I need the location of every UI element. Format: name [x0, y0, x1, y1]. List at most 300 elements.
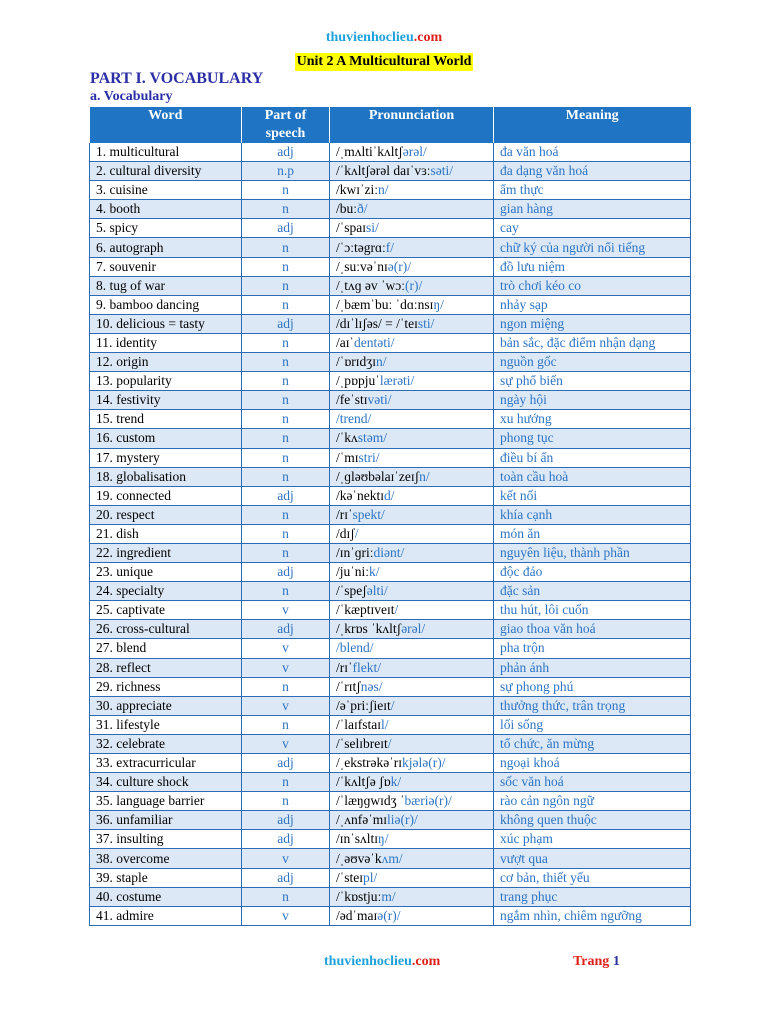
- word-cell: 27. blend: [90, 639, 242, 658]
- word-cell: 26. cross-cultural: [90, 620, 242, 639]
- table-row: [90, 181, 691, 200]
- word-cell: 29. richness: [90, 677, 242, 696]
- word-cell: 5. spicy: [90, 219, 242, 238]
- pronunciation-cell: [330, 868, 494, 887]
- pronunciation-tail: ərəl/: [402, 144, 427, 160]
- pronunciation-cell: [330, 257, 494, 276]
- column-header-word: Word: [90, 107, 242, 143]
- part-of-speech-cell: adj: [242, 811, 330, 830]
- part-of-speech-cell: n: [242, 505, 330, 524]
- pronunciation-main: /ˈlaɪfstaɪ: [336, 716, 381, 732]
- part-of-speech-cell: n.p: [242, 162, 330, 181]
- word-cell: 33. extracurricular: [90, 754, 242, 773]
- pronunciation-cell: [330, 143, 494, 162]
- pronunciation-main: /ˌɡləʊbəlaɪˈzeɪʃ: [336, 468, 420, 484]
- part-of-speech-cell: n: [242, 391, 330, 410]
- pronunciation-cell: [330, 238, 494, 257]
- meaning-cell: khía cạnh: [494, 505, 691, 524]
- pronunciation-tail: /: [354, 525, 359, 541]
- pronunciation-tail: spekt/: [352, 506, 385, 522]
- part-of-speech-cell: v: [242, 639, 330, 658]
- pronunciation-main: /rɪˈ: [336, 506, 353, 522]
- meaning-cell: bản sắc, đặc điểm nhận dạng: [494, 333, 691, 352]
- part-of-speech-cell: n: [242, 353, 330, 372]
- meaning-cell: trang phục: [494, 887, 691, 906]
- pronunciation-cell: [330, 314, 494, 333]
- table-row: [90, 524, 691, 543]
- pronunciation-tail: k/: [369, 564, 380, 580]
- word-cell: 1. multicultural: [90, 143, 242, 162]
- part-of-speech-cell: v: [242, 906, 330, 925]
- pronunciation-cell: [330, 391, 494, 410]
- part-of-speech-cell: n: [242, 200, 330, 219]
- pronunciation-cell: [330, 505, 494, 524]
- meaning-cell: nguyên liệu, thành phần: [494, 543, 691, 562]
- page-number-label: [573, 954, 620, 970]
- pronunciation-main: /ˈkʌltʃə ʃɒ: [336, 774, 391, 790]
- pronunciation-cell: [330, 849, 494, 868]
- table-row: [90, 238, 691, 257]
- meaning-cell: nhảy sạp: [494, 295, 691, 314]
- word-cell: 19. connected: [90, 486, 242, 505]
- table-row: [90, 734, 691, 753]
- word-cell: 21. dish: [90, 524, 242, 543]
- meaning-cell: sự phổ biến: [494, 372, 691, 391]
- pronunciation-cell: [330, 773, 494, 792]
- pronunciation-main: /ˈkʌ: [336, 430, 358, 446]
- pronunciation-cell: [330, 333, 494, 352]
- pronunciation-main: /ˌpɒpjuˈ: [336, 373, 380, 389]
- pronunciation-tail: sti/: [417, 315, 435, 331]
- part-of-speech-cell: adj: [242, 620, 330, 639]
- pronunciation-tail: liə(r)/: [386, 812, 418, 828]
- site-name-main: thuvienhoclieu: [325, 30, 414, 45]
- table-row: [90, 467, 691, 486]
- word-cell: 7. souvenir: [90, 257, 242, 276]
- pronunciation-main: /ˈmɪ: [336, 449, 359, 465]
- pronunciation-tail: n/: [376, 354, 387, 370]
- sub-heading: a. Vocabulary: [90, 89, 173, 104]
- part-of-speech-cell: n: [242, 181, 330, 200]
- table-row: [90, 830, 691, 849]
- pronunciation-main: /əˈpriːʃieɪt: [336, 697, 391, 713]
- table-row: [90, 314, 691, 333]
- meaning-cell: chữ ký của người nổi tiếng: [494, 238, 691, 257]
- word-cell: 31. lifestyle: [90, 715, 242, 734]
- meaning-cell: tổ chức, ăn mừng: [494, 734, 691, 753]
- meaning-cell: ngày hội: [494, 391, 691, 410]
- pronunciation-tail: ʌm/: [381, 850, 403, 866]
- pronunciation-tail: si/: [366, 220, 379, 236]
- pronunciation-main: /feˈstɪ: [336, 392, 368, 408]
- meaning-cell: ngắm nhìn, chiêm ngưỡng: [494, 906, 691, 925]
- word-cell: 2. cultural diversity: [90, 162, 242, 181]
- column-header-pronunciation: Pronunciation: [330, 107, 494, 143]
- meaning-cell: phản ánh: [494, 658, 691, 677]
- word-cell: 24. specialty: [90, 582, 242, 601]
- meaning-cell: toàn cầu hoà: [494, 467, 691, 486]
- meaning-cell: đa văn hoá: [494, 143, 691, 162]
- meaning-cell: xu hướng: [494, 410, 691, 429]
- table-row: [90, 582, 691, 601]
- pronunciation-tail: n/: [378, 182, 389, 198]
- page-word: Trang: [573, 954, 610, 969]
- part-of-speech-cell: n: [242, 276, 330, 295]
- vocabulary-table: [89, 107, 691, 926]
- pronunciation-tail: ŋ/: [378, 831, 389, 847]
- pronunciation-tail: /trend/: [336, 411, 372, 427]
- part-of-speech-cell: n: [242, 429, 330, 448]
- pronunciation-cell: [330, 563, 494, 582]
- pronunciation-tail: stəm/: [357, 430, 387, 446]
- table-row: [90, 391, 691, 410]
- pronunciation-main: /ˈrɪtʃ: [336, 678, 361, 694]
- pronunciation-tail: nəs/: [360, 678, 383, 694]
- pronunciation-cell: [330, 601, 494, 620]
- pronunciation-tail: n/: [419, 468, 430, 484]
- meaning-cell: điều bí ẩn: [494, 448, 691, 467]
- pronunciation-main: /buː: [336, 201, 358, 217]
- word-cell: 12. origin: [90, 353, 242, 372]
- word-cell: 9. bamboo dancing: [90, 295, 242, 314]
- pronunciation-cell: [330, 429, 494, 448]
- meaning-cell: sự phong phú: [494, 677, 691, 696]
- word-cell: 22. ingredient: [90, 543, 242, 562]
- pronunciation-tail: stri/: [358, 449, 380, 465]
- pronunciation-cell: [330, 734, 494, 753]
- part-of-speech-cell: adj: [242, 219, 330, 238]
- meaning-cell: độc đáo: [494, 563, 691, 582]
- pronunciation-tail: (r)/: [404, 277, 423, 293]
- word-cell: 36. unfamiliar: [90, 811, 242, 830]
- meaning-cell: rào cản ngôn ngữ: [494, 792, 691, 811]
- table-row: [90, 677, 691, 696]
- meaning-cell: gian hàng: [494, 200, 691, 219]
- part-of-speech-cell: adj: [242, 830, 330, 849]
- pronunciation-cell: [330, 295, 494, 314]
- part-of-speech-cell: adj: [242, 563, 330, 582]
- pronunciation-main: /ədˈmaɪ: [336, 907, 378, 923]
- meaning-cell: xúc phạm: [494, 830, 691, 849]
- part-of-speech-cell: adj: [242, 143, 330, 162]
- word-cell: 10. delicious = tasty: [90, 314, 242, 333]
- word-cell: 8. tug of war: [90, 276, 242, 295]
- page-number: 1: [612, 954, 620, 969]
- pronunciation-main: /ˈsteɪ: [336, 869, 363, 885]
- word-cell: 37. insulting: [90, 830, 242, 849]
- pronunciation-tail: bæriə(r)/: [404, 793, 452, 809]
- column-header-part-of-speech: Part of speech: [242, 107, 330, 143]
- table-row: [90, 601, 691, 620]
- vocabulary-table-body: [90, 143, 691, 925]
- table-row: [90, 353, 691, 372]
- word-cell: 17. mystery: [90, 448, 242, 467]
- part-of-speech-cell: n: [242, 448, 330, 467]
- word-cell: 3. cuisine: [90, 181, 242, 200]
- table-row: [90, 505, 691, 524]
- table-row: [90, 372, 691, 391]
- pronunciation-tail: vəti/: [367, 392, 392, 408]
- document-title: Unit 2 A Multicultural World: [296, 54, 472, 69]
- meaning-cell: nguồn gốc: [494, 353, 691, 372]
- pronunciation-cell: [330, 887, 494, 906]
- pronunciation-main: /ˈɔːtəgrɑː: [336, 239, 386, 255]
- pronunciation-main: /juˈniː: [336, 564, 369, 580]
- table-row: [90, 410, 691, 429]
- table-row: [90, 543, 691, 562]
- meaning-cell: sốc văn hoá: [494, 773, 691, 792]
- pronunciation-cell: [330, 467, 494, 486]
- pronunciation-tail: diənt/: [373, 545, 405, 561]
- pronunciation-main: /dɪˈlɪʃəs/ = /ˈteɪ: [336, 315, 418, 331]
- pronunciation-cell: [330, 162, 494, 181]
- word-cell: 40. costume: [90, 887, 242, 906]
- part-of-speech-cell: v: [242, 696, 330, 715]
- table-row: [90, 143, 691, 162]
- pronunciation-cell: [330, 582, 494, 601]
- word-cell: 20. respect: [90, 505, 242, 524]
- table-row: [90, 162, 691, 181]
- table-row: [90, 849, 691, 868]
- pronunciation-cell: [330, 677, 494, 696]
- part-heading: PART I. VOCABULARY: [90, 70, 264, 87]
- meaning-cell: đặc sản: [494, 582, 691, 601]
- word-cell: 30. appreciate: [90, 696, 242, 715]
- part-of-speech-cell: n: [242, 372, 330, 391]
- part-of-speech-cell: n: [242, 524, 330, 543]
- table-row: [90, 696, 691, 715]
- pronunciation-main: /ˌsuːvəˈnɪ: [336, 258, 388, 274]
- pronunciation-tail: lærəti/: [379, 373, 415, 389]
- table-header-row: [90, 107, 691, 143]
- pronunciation-tail: səti/: [430, 163, 454, 179]
- table-row: [90, 906, 691, 925]
- pronunciation-cell: [330, 811, 494, 830]
- word-cell: 6. autograph: [90, 238, 242, 257]
- table-row: [90, 658, 691, 677]
- table-row: [90, 868, 691, 887]
- part-of-speech-cell: n: [242, 715, 330, 734]
- word-cell: 41. admire: [90, 906, 242, 925]
- pronunciation-tail: kjələ(r)/: [401, 755, 446, 771]
- pronunciation-cell: [330, 524, 494, 543]
- pronunciation-cell: [330, 906, 494, 925]
- word-cell: 28. reflect: [90, 658, 242, 677]
- part-of-speech-cell: adj: [242, 486, 330, 505]
- pronunciation-main: /rɪˈ: [336, 659, 353, 675]
- word-cell: 35. language barrier: [90, 792, 242, 811]
- pronunciation-main: /ɪnˈsʌltɪ: [336, 831, 379, 847]
- pronunciation-cell: [330, 200, 494, 219]
- table-row: [90, 563, 691, 582]
- pronunciation-main: /ˈkɒstjuː: [336, 888, 382, 904]
- pronunciation-main: /ˈkʌltʃərəl daɪˈvɜː: [336, 163, 431, 179]
- pronunciation-cell: [330, 181, 494, 200]
- pronunciation-main: /ˌekstrəkəˈrɪ: [336, 755, 402, 771]
- table-row: [90, 792, 691, 811]
- table-row: [90, 276, 691, 295]
- pronunciation-main: /ˈspaɪ: [336, 220, 366, 236]
- table-row: [90, 257, 691, 276]
- table-row: [90, 715, 691, 734]
- meaning-cell: kết nối: [494, 486, 691, 505]
- pronunciation-cell: [330, 830, 494, 849]
- meaning-cell: cay: [494, 219, 691, 238]
- pronunciation-tail: f/: [385, 239, 395, 255]
- meaning-cell: món ăn: [494, 524, 691, 543]
- meaning-cell: ngoại khoá: [494, 754, 691, 773]
- meaning-cell: đa dạng văn hoá: [494, 162, 691, 181]
- pronunciation-cell: [330, 486, 494, 505]
- part-of-speech-cell: adj: [242, 754, 330, 773]
- word-cell: 15. trend: [90, 410, 242, 429]
- pronunciation-tail: /: [390, 697, 395, 713]
- pronunciation-cell: [330, 754, 494, 773]
- word-cell: 16. custom: [90, 429, 242, 448]
- part-of-speech-cell: n: [242, 677, 330, 696]
- pronunciation-cell: [330, 372, 494, 391]
- meaning-cell: lối sống: [494, 715, 691, 734]
- pronunciation-cell: [330, 620, 494, 639]
- pronunciation-tail: d/: [383, 487, 395, 503]
- pronunciation-tail: ərəl/: [401, 621, 426, 637]
- pronunciation-main: /ˌbæmˈbuː ˈdɑːnsɪ: [336, 296, 434, 312]
- part-of-speech-cell: n: [242, 773, 330, 792]
- meaning-cell: pha trộn: [494, 639, 691, 658]
- pronunciation-tail: ə(r)/: [377, 907, 401, 923]
- pronunciation-main: /aɪˈ: [336, 334, 354, 350]
- part-of-speech-cell: n: [242, 410, 330, 429]
- part-of-speech-cell: adj: [242, 314, 330, 333]
- meaning-cell: giao thoa văn hoá: [494, 620, 691, 639]
- footer-site-main: thuvienhoclieu: [324, 954, 412, 969]
- pronunciation-main: /ˈspeʃ: [336, 583, 367, 599]
- table-row: [90, 620, 691, 639]
- pronunciation-cell: [330, 219, 494, 238]
- pronunciation-tail: /: [394, 602, 399, 618]
- pronunciation-tail: əlti/: [366, 583, 388, 599]
- pronunciation-main: /ˈɒrɪdʒɪ: [336, 354, 377, 370]
- pronunciation-tail: l/: [380, 716, 389, 732]
- table-row: [90, 429, 691, 448]
- meaning-cell: ẩm thực: [494, 181, 691, 200]
- pronunciation-cell: [330, 276, 494, 295]
- meaning-cell: thưởng thức, trân trọng: [494, 696, 691, 715]
- pronunciation-main: /dɪʃ: [336, 525, 355, 541]
- title-wrap: [0, 52, 768, 71]
- meaning-cell: phong tục: [494, 429, 691, 448]
- part-of-speech-cell: n: [242, 582, 330, 601]
- meaning-cell: không quen thuộc: [494, 811, 691, 830]
- pronunciation-main: /ˌkrɒs ˈkʌltʃ: [336, 621, 402, 637]
- pronunciation-tail: dentəti/: [354, 334, 395, 350]
- meaning-cell: đồ lưu niệm: [494, 257, 691, 276]
- pronunciation-tail: ə(r)/: [387, 258, 411, 274]
- part-of-speech-cell: n: [242, 238, 330, 257]
- word-cell: 32. celebrate: [90, 734, 242, 753]
- table-row: [90, 200, 691, 219]
- part-of-speech-cell: adj: [242, 868, 330, 887]
- pronunciation-main: /ˌmʌltiˈkʌltʃ: [336, 144, 403, 160]
- column-header-meaning: Meaning: [494, 107, 691, 143]
- word-cell: 23. unique: [90, 563, 242, 582]
- part-of-speech-cell: n: [242, 467, 330, 486]
- part-of-speech-cell: n: [242, 792, 330, 811]
- pronunciation-main: /ˈselɪbreɪt: [336, 735, 388, 751]
- pronunciation-cell: [330, 639, 494, 658]
- table-row: [90, 448, 691, 467]
- meaning-cell: thu hút, lôi cuốn: [494, 601, 691, 620]
- part-of-speech-cell: v: [242, 734, 330, 753]
- meaning-cell: ngon miệng: [494, 314, 691, 333]
- pronunciation-cell: [330, 696, 494, 715]
- table-row: [90, 219, 691, 238]
- word-cell: 18. globalisation: [90, 467, 242, 486]
- pronunciation-main: /ˌʌnfəˈmɪ: [336, 812, 387, 828]
- table-row: [90, 639, 691, 658]
- table-row: [90, 295, 691, 314]
- table-row: [90, 754, 691, 773]
- word-cell: 13. popularity: [90, 372, 242, 391]
- pronunciation-main: /ˈkæptɪveɪt: [336, 602, 395, 618]
- part-of-speech-cell: v: [242, 849, 330, 868]
- word-cell: 14. festivity: [90, 391, 242, 410]
- word-cell: 38. overcome: [90, 849, 242, 868]
- footer-site-name: [324, 954, 440, 970]
- word-cell: 4. booth: [90, 200, 242, 219]
- meaning-cell: trò chơi kéo co: [494, 276, 691, 295]
- pronunciation-tail: m/: [381, 888, 396, 904]
- pronunciation-tail: k/: [390, 774, 402, 790]
- table-row: [90, 811, 691, 830]
- pronunciation-tail: /: [387, 735, 392, 751]
- word-cell: 11. identity: [90, 333, 242, 352]
- pronunciation-cell: [330, 543, 494, 562]
- word-cell: 39. staple: [90, 868, 242, 887]
- part-of-speech-cell: n: [242, 887, 330, 906]
- pronunciation-main: /kwɪˈziː: [336, 182, 378, 198]
- pronunciation-tail: pl/: [363, 869, 378, 885]
- pronunciation-cell: [330, 410, 494, 429]
- pronunciation-cell: [330, 658, 494, 677]
- word-cell: 34. culture shock: [90, 773, 242, 792]
- part-of-speech-cell: v: [242, 658, 330, 677]
- table-row: [90, 333, 691, 352]
- pronunciation-main: /ˌtʌɡ əv ˈwɔː: [336, 277, 405, 293]
- part-of-speech-cell: n: [242, 257, 330, 276]
- pronunciation-main: /ɪnˈɡriː: [336, 545, 374, 561]
- pronunciation-cell: [330, 792, 494, 811]
- pronunciation-tail: /blend/: [336, 640, 374, 656]
- pronunciation-main: /ˌəʊvəˈk: [336, 850, 382, 866]
- pronunciation-cell: [330, 715, 494, 734]
- part-of-speech-cell: v: [242, 601, 330, 620]
- table-row: [90, 486, 691, 505]
- pronunciation-cell: [330, 448, 494, 467]
- part-of-speech-cell: n: [242, 333, 330, 352]
- pronunciation-cell: [330, 353, 494, 372]
- table-row: [90, 887, 691, 906]
- pronunciation-main: /ˈlæŋɡwɪdʒ ˈ: [336, 793, 405, 809]
- pronunciation-tail: ŋ/: [433, 296, 444, 312]
- site-name-domain: .com: [413, 30, 443, 45]
- part-of-speech-cell: n: [242, 543, 330, 562]
- word-cell: 25. captivate: [90, 601, 242, 620]
- part-of-speech-cell: n: [242, 295, 330, 314]
- header-site-name: [0, 30, 768, 46]
- table-row: [90, 773, 691, 792]
- pronunciation-main: /kəˈnektɪ: [336, 487, 384, 503]
